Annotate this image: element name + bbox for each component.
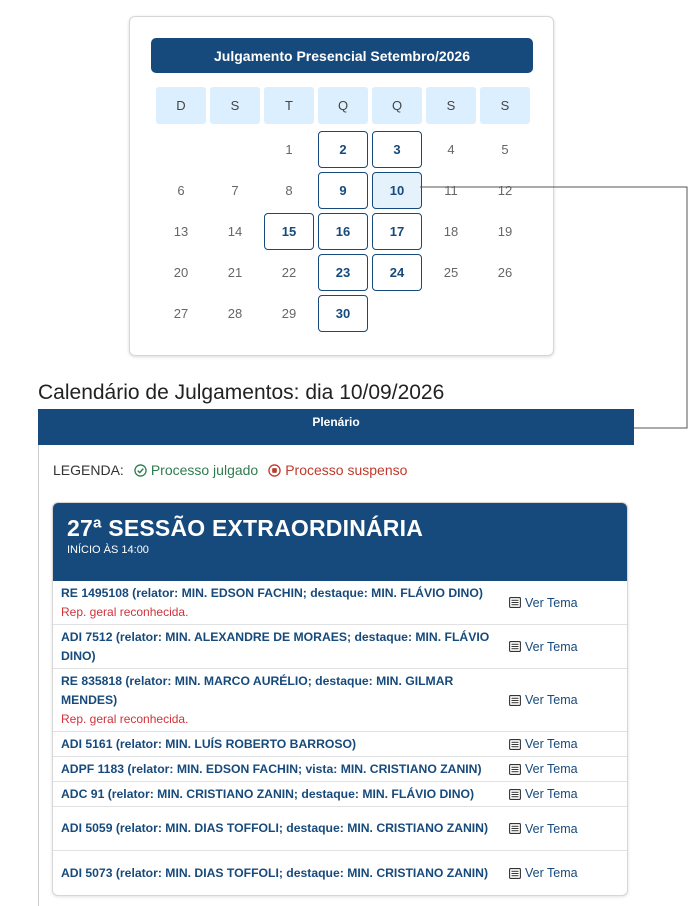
ver-tema-link[interactable] [509, 822, 578, 836]
ver-tema-link[interactable] [509, 737, 578, 751]
ver-tema-label: Ver Tema [525, 821, 578, 836]
ver-tema-link[interactable] [509, 693, 578, 707]
weekday-header: Q [318, 87, 368, 124]
list-icon [509, 695, 521, 706]
weekday-header: S [210, 87, 260, 124]
calendar-day: 27 [173, 306, 189, 321]
process-title[interactable]: RE 835818 (relator: MIN. MARCO AURÉLIO; destaque: MIN. GILMAR MENDES) [61, 674, 454, 707]
calendar-day: 20 [173, 265, 189, 280]
process-note: Rep. geral reconhecida. [61, 605, 189, 619]
process-text [61, 735, 507, 754]
process-row [53, 625, 627, 669]
ver-tema-label: Ver Tema [525, 787, 578, 801]
process-text [61, 584, 507, 621]
list-icon [509, 641, 521, 652]
calendar-day: 5 [501, 142, 509, 157]
divider [38, 445, 39, 906]
legend-suspended-label: Processo suspenso [285, 462, 408, 478]
calendar-day-button[interactable]: 30 [318, 295, 368, 332]
list-icon [509, 823, 521, 834]
calendar-day-button[interactable]: 17 [372, 213, 422, 250]
process-row [53, 807, 627, 851]
list-icon [509, 739, 521, 750]
process-row [53, 581, 627, 625]
process-text [61, 672, 507, 728]
calendar-day-button[interactable]: 10 [372, 172, 422, 209]
list-icon [509, 868, 521, 879]
process-row [53, 782, 627, 807]
legend-judged-label: Processo julgado [150, 462, 259, 478]
process-row [53, 732, 627, 757]
process-list [53, 581, 627, 895]
page-title: Calendário de Julgamentos: dia 10/09/2026 [38, 381, 445, 404]
process-title[interactable]: ADI 5073 (relator: MIN. DIAS TOFFOLI; destaque: MIN. CRISTIANO ZANIN) [61, 865, 489, 880]
calendar-day: 21 [227, 265, 243, 280]
process-title[interactable]: ADI 7512 (relator: MIN. ALEXANDRE DE MORAES; destaque: MIN. FLÁVIO DINO) [61, 629, 490, 663]
session-start-time: INÍCIO ÀS 14:00 [67, 544, 149, 556]
weekday-header: Q [372, 87, 422, 124]
calendar-day: 6 [177, 183, 185, 198]
legend [53, 462, 407, 478]
calendar-day: 4 [447, 142, 455, 157]
legend-suspended [268, 462, 407, 478]
list-icon [509, 764, 521, 775]
ver-tema-label: Ver Tema [525, 866, 578, 880]
calendar-day: 8 [285, 183, 293, 198]
calendar-day-button[interactable]: 2 [318, 131, 368, 168]
calendar-day: 14 [227, 224, 243, 239]
weekday-header: S [426, 87, 476, 124]
ver-tema-link[interactable] [509, 866, 578, 880]
section-bar-plenario: Plenário [38, 409, 634, 445]
process-title[interactable]: ADI 5161 (relator: MIN. LUÍS ROBERTO BARROSO) [61, 736, 357, 751]
list-icon [509, 789, 521, 800]
calendar-day-button[interactable]: 24 [372, 254, 422, 291]
weekday-header: T [264, 87, 314, 124]
calendar-title: Julgamento Presencial Setembro/2026 [151, 38, 533, 73]
calendar-day: 19 [497, 224, 513, 239]
calendar-day: 22 [281, 265, 297, 280]
calendar-day: 13 [173, 224, 189, 239]
ver-tema-link[interactable] [509, 762, 578, 776]
session-card [52, 502, 628, 896]
process-title[interactable]: RE 1495108 (relator: MIN. EDSON FACHIN; destaque: MIN. FLÁVIO DINO) [61, 586, 483, 600]
weekday-header: S [480, 87, 530, 124]
legend-judged [134, 462, 258, 478]
calendar-day: 29 [281, 306, 297, 321]
ver-tema-label: Ver Tema [525, 762, 578, 776]
calendar-day-button[interactable]: 23 [318, 254, 368, 291]
calendar-day: 1 [285, 142, 293, 157]
calendar-day: 26 [497, 265, 513, 280]
calendar-day: 25 [443, 265, 459, 280]
process-title[interactable]: ADI 5059 (relator: MIN. DIAS TOFFOLI; destaque: MIN. CRISTIANO ZANIN) [61, 821, 489, 835]
process-note: Rep. geral reconhecida. [61, 712, 189, 726]
ver-tema-link[interactable] [509, 596, 578, 610]
process-text [61, 785, 507, 804]
calendar-day: 18 [443, 224, 459, 239]
check-circle-icon [134, 464, 147, 477]
calendar-day-button[interactable]: 15 [264, 213, 314, 250]
process-row [53, 757, 627, 782]
process-title[interactable]: ADPF 1183 (relator: MIN. EDSON FACHIN; vista: MIN. CRISTIANO ZANIN) [61, 761, 482, 776]
process-text [61, 819, 507, 838]
calendar-day: 7 [231, 183, 239, 198]
calendar-day: 12 [497, 183, 513, 198]
ver-tema-label: Ver Tema [525, 693, 578, 707]
process-text [61, 864, 507, 883]
session-header [53, 503, 627, 581]
calendar-day-button[interactable]: 3 [372, 131, 422, 168]
ver-tema-label: Ver Tema [525, 595, 578, 610]
ver-tema-link[interactable] [509, 787, 578, 801]
session-title: 27ª SESSÃO EXTRAORDINÁRIA [67, 515, 424, 541]
list-icon [509, 597, 521, 608]
ver-tema-label: Ver Tema [525, 737, 578, 751]
calendar-day-button[interactable]: 16 [318, 213, 368, 250]
process-text [61, 628, 507, 666]
calendar-day: 11 [444, 183, 458, 198]
process-text [61, 760, 507, 779]
ver-tema-link[interactable] [509, 640, 578, 654]
process-title[interactable]: ADC 91 (relator: MIN. CRISTIANO ZANIN; destaque: MIN. FLÁVIO DINO) [61, 786, 475, 801]
stop-circle-icon [268, 464, 281, 477]
ver-tema-label: Ver Tema [525, 639, 578, 654]
weekday-header: D [156, 87, 206, 124]
calendar-day-button[interactable]: 9 [318, 172, 368, 209]
calendar-day: 28 [227, 306, 243, 321]
process-row [53, 669, 627, 732]
legend-label: LEGENDA: [53, 462, 124, 478]
process-row [53, 851, 627, 895]
